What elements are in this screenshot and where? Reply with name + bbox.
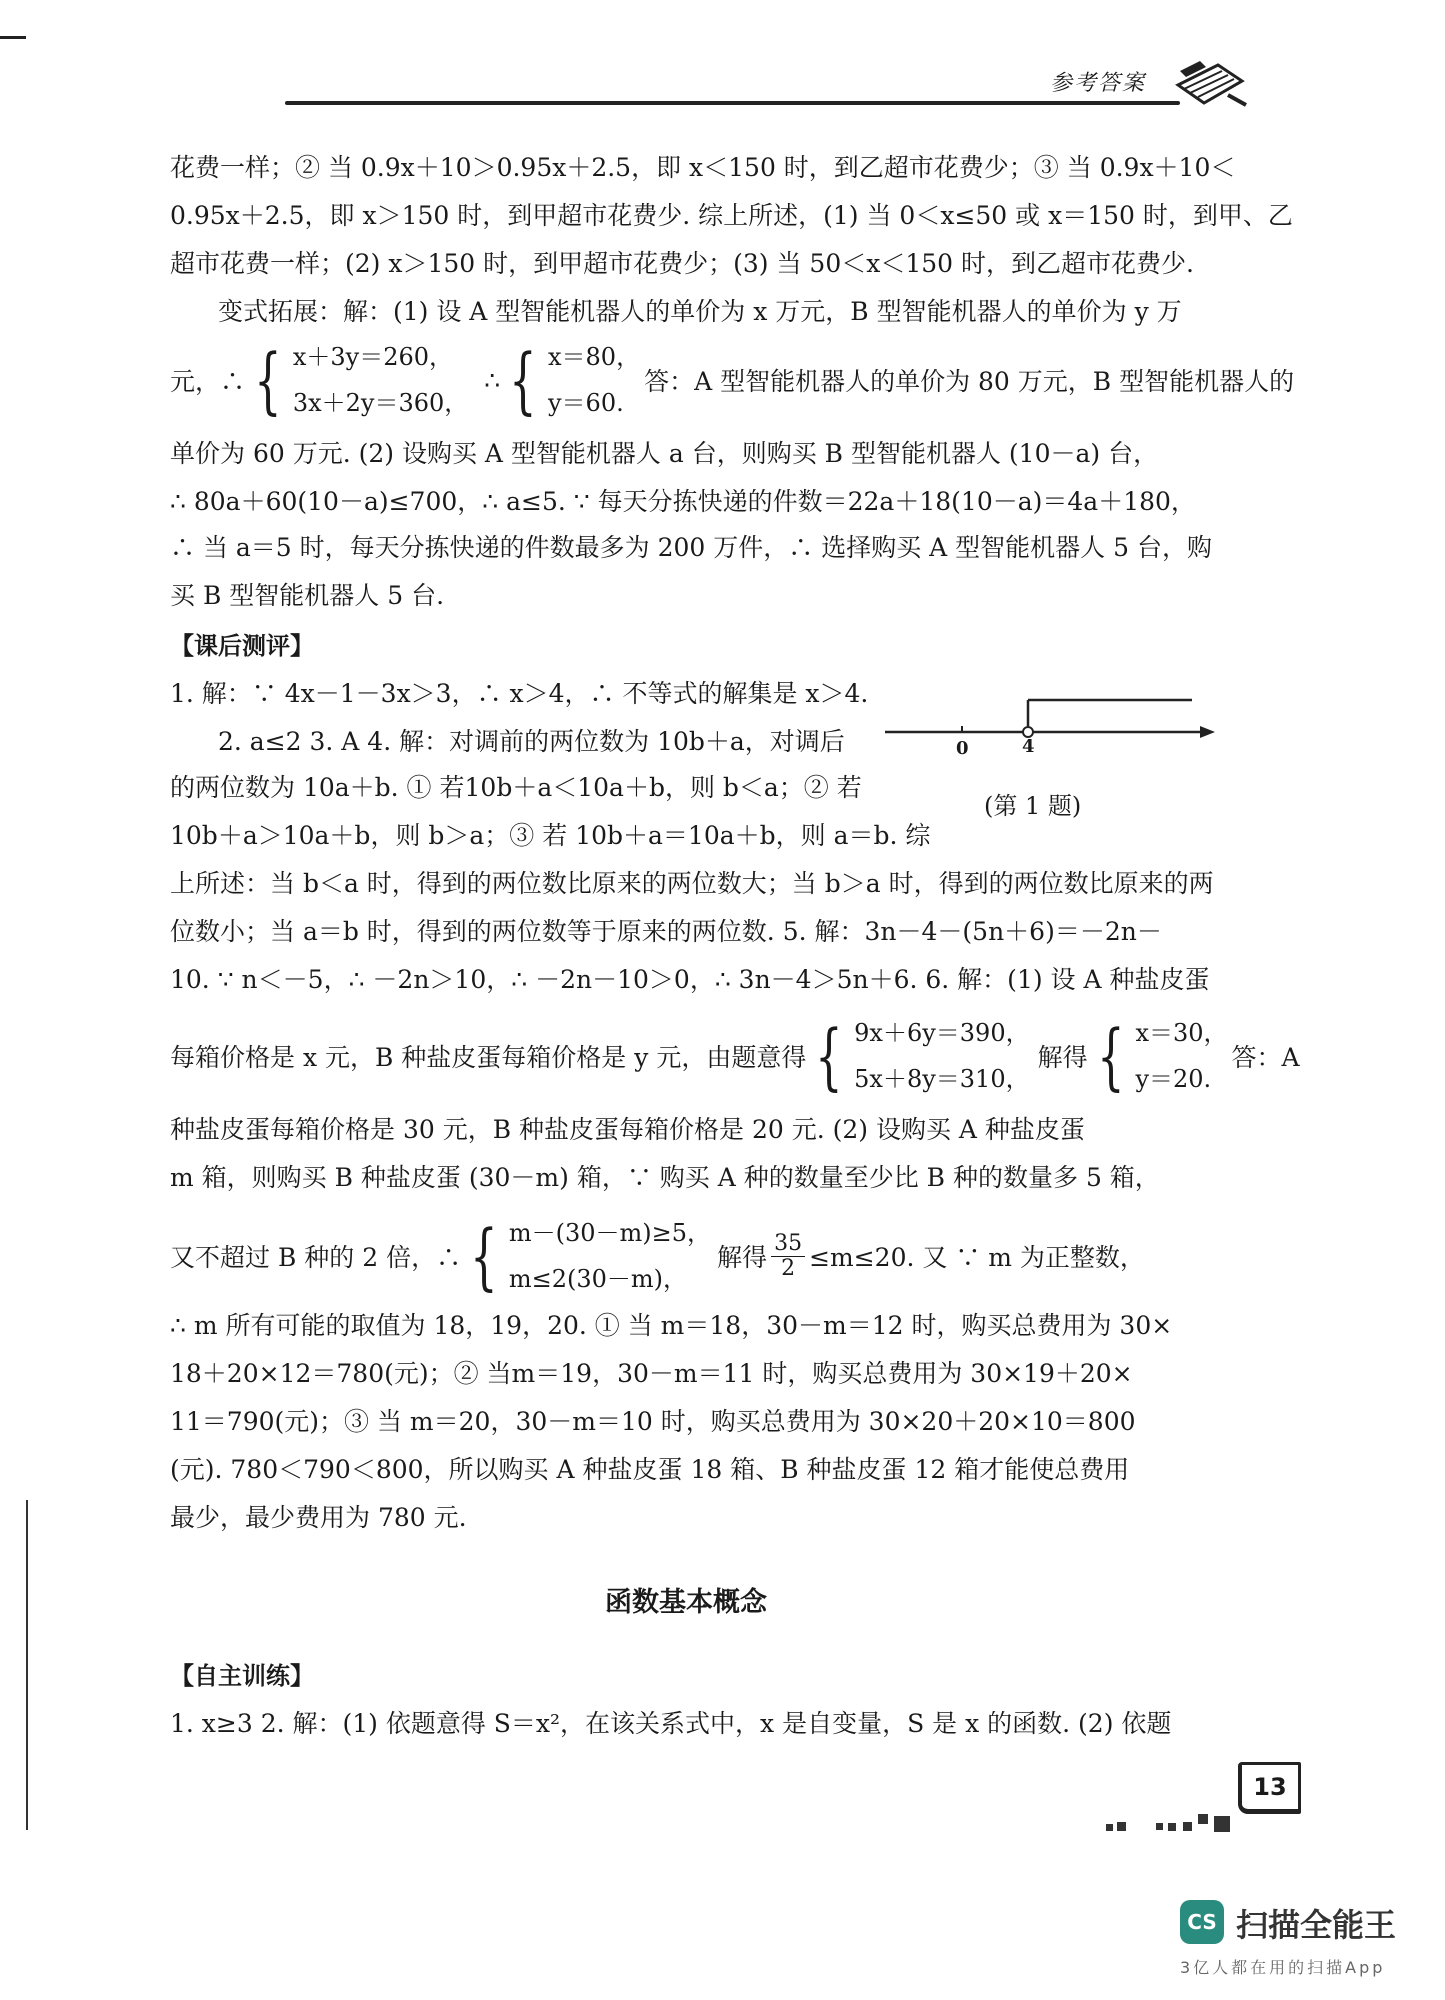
axis-arrow-icon	[1200, 726, 1215, 738]
text-line: m 箱，则购买 B 种盐皮蛋 (30－m) 箱，∵ 购买 A 种的数量至少比 B 种的数量多 5 箱，	[170, 1163, 1160, 1192]
equation: 3x＋2y＝360，	[292, 389, 469, 417]
text-line: ∴ m 所有可能的取值为 18，19，20. ① 当 m＝18，30－m＝12 时，购买总费用为 30×	[170, 1311, 1173, 1340]
therefore-symbol: ∴	[484, 365, 501, 395]
text-line: 18＋20×12＝780(元)；② 当m＝19，30－m＝11 时，购买总费用为 30×19＋20×	[170, 1359, 1133, 1388]
text-line: (元). 780＜790＜800，所以购买 A 种盐皮蛋 18 箱、B 种盐皮蛋 12 箱才能使总费用	[170, 1455, 1130, 1484]
variant-line: 变式拓展：解：(1) 设 A 型智能机器人的单价为 x 万元，B 型智能机器人的单价为 y 万	[218, 297, 1182, 326]
left-edge-mark	[0, 36, 26, 39]
text-line: 上所述：当 b＜a 时，得到的两位数比原来的两位数大；当 b＞a 时，得到的两位数比原来的两	[170, 869, 1214, 898]
fraction-denominator: 2	[781, 1255, 796, 1281]
text-line: 10. ∵ n＜－5，∴ －2n＞10，∴ －2n－10＞0，∴ 3n－4＞5n＋6. 6. 解：(1) 设 A 种盐皮蛋	[170, 965, 1210, 994]
solution-system	[1135, 1010, 1227, 1102]
left-brace-icon: {	[509, 338, 537, 422]
variant-equation-row	[170, 334, 1294, 426]
left-brace-icon: {	[1096, 1014, 1125, 1098]
scanner-logo-text: CS	[1187, 1910, 1217, 1934]
text-line: 花费一样；② 当 0.9x＋10＞0.95x＋2.5，即 x＜150 时，到乙超市花费少；③ 当 0.9x＋10＜	[170, 153, 1236, 182]
number-line-label-four: 4	[1022, 736, 1035, 757]
notebook-icon	[1170, 55, 1250, 115]
text-line: 买 B 型智能机器人 5 台.	[170, 581, 445, 610]
page-number-box	[1238, 1762, 1301, 1814]
section-title-label: 参考答案	[1050, 71, 1147, 96]
text-line: 11＝790(元)；③ 当 m＝20，30－m＝10 时，购买总费用为 30×20＋20×10＝800	[170, 1407, 1136, 1436]
equation: x＋3y＝260，	[292, 343, 453, 371]
text-line: 10b＋a＞10a＋b，则 b＞a；③ 若 10b＋a＝10a＋b，则 a＝b. 综	[170, 821, 931, 850]
price-equation-row	[170, 1010, 1300, 1102]
line-prefix: 每箱价格是 x 元，B 种盐皮蛋每箱价格是 y 元，由题意得	[170, 1043, 807, 1072]
text-line: 位数小；当 a＝b 时，得到的两位数等于原来的两位数. 5. 解：3n－4－(5n＋6)＝－2n－	[170, 917, 1162, 946]
after-class-heading: 【课后测评】	[170, 632, 314, 660]
left-brace-icon: {	[815, 1014, 843, 1098]
scanner-tagline: 3亿人都在用的扫描App	[1180, 1958, 1386, 1977]
equation: y＝60.	[548, 389, 624, 417]
self-training-heading: 【自主训练】	[170, 1662, 314, 1690]
text-line: 最少，最少费用为 780 元.	[170, 1503, 467, 1532]
scanner-logo	[1180, 1900, 1224, 1944]
text-line: 种盐皮蛋每箱价格是 30 元，B 种盐皮蛋每箱价格是 20 元. (2) 设购买 A 种盐皮蛋	[170, 1115, 1085, 1144]
inequality: m≤2(30－m)，	[508, 1265, 688, 1293]
equation: y＝20.	[1135, 1065, 1212, 1093]
equation: x＝30，	[1135, 1019, 1228, 1047]
equation: x＝80，	[548, 343, 641, 371]
text-line: 1. 解：∵ 4x－1－3x＞3，∴ x＞4，∴ 不等式的解集是 x＞4.	[170, 679, 869, 708]
inequality-system	[509, 1210, 711, 1302]
figure-caption: (第 1 题)	[984, 792, 1082, 820]
page-number: 13	[1253, 1773, 1287, 1801]
left-brace-icon: {	[470, 1214, 498, 1298]
text-line: 2. a≤2 3. A 4. 解：对调前的两位数为 10b＋a，对调后	[218, 727, 845, 756]
text-line: 的两位数为 10a＋b. ① 若10b＋a＜10a＋b，则 b＜a；② 若	[170, 773, 862, 802]
number-line-label-zero: 0	[956, 738, 969, 759]
variant-prefix: 元，∴	[170, 367, 246, 396]
scanner-name: 扫描全能王	[1236, 1906, 1397, 1944]
decorative-squares	[1106, 1812, 1236, 1836]
variant-suffix: 答：A 型智能机器人的单价为 80 万元，B 型智能机器人的	[644, 367, 1295, 396]
fraction-numerator: 35	[771, 1232, 805, 1257]
left-margin-rule	[26, 1500, 28, 1830]
header-rule	[285, 101, 1180, 105]
equation: 9x＋6y＝390，	[854, 1019, 1030, 1047]
text-line: 0.95x＋2.5，即 x＞150 时，到甲超市花费少. 综上所述，(1) 当 0＜x≤50 或 x＝150 时，到甲、乙	[170, 201, 1293, 230]
text-line: ∴ 80a＋60(10－a)≤700，∴ a≤5. ∵ 每天分拣快递的件数＝22a＋18(10－a)＝4a＋180，	[170, 487, 1196, 516]
inequality-row	[170, 1210, 1145, 1302]
solution-system	[548, 334, 640, 426]
number-line-figure	[880, 690, 1220, 760]
inequality: m－(30－m)≥5，	[508, 1219, 712, 1247]
equation-system	[854, 1010, 1029, 1102]
left-brace-icon: {	[254, 338, 282, 422]
line-prefix: 又不超过 B 种的 2 倍，∴	[170, 1243, 462, 1272]
equation: 5x＋8y＝310，	[854, 1065, 1030, 1093]
text-line: 1. x≥3 2. 解：(1) 依题意得 S＝x²，在该关系式中，x 是自变量，S 是 x 的函数. (2) 依题	[170, 1709, 1172, 1738]
text-line: ∴ 当 a＝5 时，每天分拣快递的件数最多为 200 万件，∴ 选择购买 A 型智能机器人 5 台，购	[170, 533, 1212, 562]
equation-system	[293, 334, 468, 426]
line-suffix: ≤m≤20. 又 ∵ m 为正整数，	[809, 1243, 1145, 1272]
text-line: 单价为 60 万元. (2) 设购买 A 型智能机器人 a 台，则购买 B 型智能机器人 (10－a) 台，	[170, 439, 1159, 468]
text-line: 超市花费一样；(2) x＞150 时，到甲超市花费少；(3) 当 50＜x＜150 时，到乙超市花费少.	[170, 249, 1194, 278]
line-suffix: 答：A	[1231, 1043, 1300, 1072]
solve-word: 解得	[717, 1243, 768, 1272]
fraction	[771, 1232, 805, 1281]
solve-word: 解得	[1037, 1043, 1088, 1072]
section-title: 函数基本概念	[605, 1587, 767, 1618]
